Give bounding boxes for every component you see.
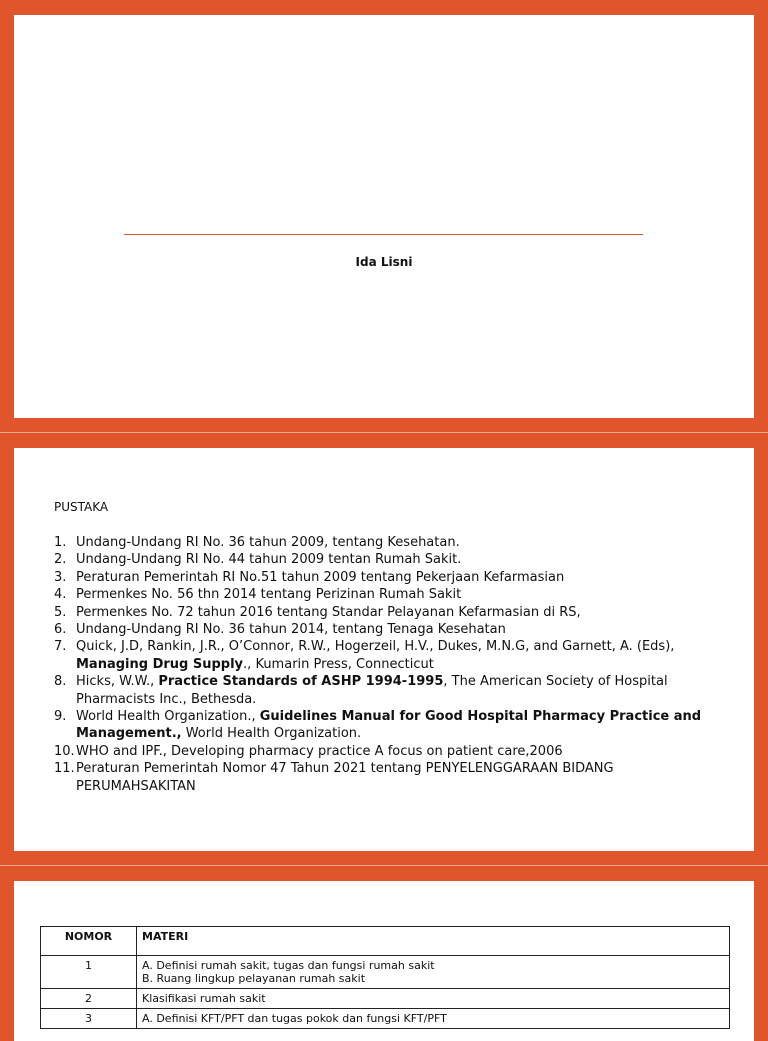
cell-nomor: 1 <box>41 956 137 989</box>
reference-text <box>76 569 714 586</box>
materi-line: A. Definisi rumah sakit, tugas dan fungsi rumah sakit <box>142 959 435 972</box>
materi-slide <box>14 881 754 1041</box>
reference-text-part: Peraturan Pemerintah Nomor 47 Tahun 2021 tentang PENYELENGGARAAN BIDANG PERUMAHSAKITAN <box>76 761 614 794</box>
reference-text-part: Peraturan Pemerintah RI No.51 tahun 2009 tentang Pekerjaan Kefarmasian <box>76 569 565 585</box>
list-item <box>54 569 714 586</box>
reference-text-part: Undang-Undang RI No. 36 tahun 2014, tentang Tenaga Kesehatan <box>76 622 506 638</box>
reference-text <box>76 673 714 708</box>
reference-title-bold: Guidelines Manual for Good Hospital Pharmacy Practice and Management., <box>76 709 702 742</box>
reference-number: 9. <box>54 709 67 725</box>
reference-text-part: Permenkes No. 72 tahun 2016 tentang Standar Pelayanan Kefarmasian di RS, <box>76 604 581 620</box>
reference-text-part: World Health Organization., <box>76 709 260 725</box>
list-item <box>54 534 714 551</box>
reference-text-part: , The American Society of Hospital Pharmacists Inc., Bethesda. <box>76 674 668 707</box>
header-materi: MATERI <box>137 927 730 956</box>
list-item <box>54 743 714 760</box>
reference-text <box>76 760 714 795</box>
title-slide <box>14 15 754 418</box>
reference-text-part: World Health Organization. <box>181 726 362 742</box>
materi-line: B. Ruang lingkup pelayanan rumah sakit <box>142 972 366 985</box>
list-item <box>54 586 714 603</box>
list-item <box>54 708 714 743</box>
reference-number: 5. <box>54 604 67 620</box>
table-row <box>41 989 730 1009</box>
table-row <box>41 956 730 989</box>
references-title: PUSTAKA <box>54 500 109 514</box>
reference-text-part: WHO and IPF., Developing pharmacy practice A focus on patient care,2006 <box>76 743 563 759</box>
cell-materi <box>137 1009 730 1029</box>
reference-number: 10. <box>54 743 75 759</box>
reference-number: 4. <box>54 587 67 603</box>
reference-text-part: Permenkes No. 56 thn 2014 tentang Perizinan Rumah Sakit <box>76 587 462 603</box>
reference-text-part: Undang-Undang RI No. 44 tahun 2009 tentan Rumah Sakit. <box>76 552 462 568</box>
reference-text <box>76 604 714 621</box>
materi-table <box>40 926 730 1029</box>
reference-number: 11. <box>54 761 75 777</box>
reference-number: 3. <box>54 569 67 585</box>
list-item <box>54 760 714 795</box>
reference-text <box>76 551 714 568</box>
reference-text <box>76 638 714 673</box>
reference-text <box>76 743 714 760</box>
reference-number: 8. <box>54 674 67 690</box>
cell-nomor: 2 <box>41 989 137 1009</box>
list-item <box>54 551 714 568</box>
reference-text-part: Hicks, W.W., <box>76 674 159 690</box>
reference-text <box>76 621 714 638</box>
reference-title-bold: Practice Standards of ASHP 1994-1995 <box>158 674 444 690</box>
list-item <box>54 604 714 621</box>
reference-text-part: Quick, J.D, Rankin, J.R., O’Connor, R.W., Hogerzeil, H.V., Dukes, M.N.G, and Garnett, A. (Eds), <box>76 639 675 655</box>
list-item <box>54 673 714 708</box>
reference-text <box>76 586 714 603</box>
references-slide <box>14 448 754 851</box>
cell-materi <box>137 989 730 1009</box>
title-divider <box>124 234 643 235</box>
slide-separator <box>0 865 768 866</box>
cell-materi <box>137 956 730 989</box>
reference-text <box>76 708 714 743</box>
reference-number: 1. <box>54 535 67 550</box>
reference-number: 6. <box>54 622 67 638</box>
reference-text-part: ., Kumarin Press, Connecticut <box>243 656 434 672</box>
materi-line: Klasifikasi rumah sakit <box>142 992 266 1005</box>
materi-line: A. Definisi KFT/PFT dan tugas pokok dan fungsi KFT/PFT <box>142 1012 447 1025</box>
reference-number: 2. <box>54 552 67 568</box>
references-list <box>54 534 714 795</box>
reference-text <box>76 534 714 551</box>
header-nomor: NOMOR <box>41 927 137 956</box>
reference-text-part: Undang-Undang RI No. 36 tahun 2009, tentang Kesehatan. <box>76 535 460 550</box>
table-header-row <box>41 927 730 956</box>
cell-nomor: 3 <box>41 1009 137 1029</box>
reference-title-bold: Managing Drug Supply <box>76 656 244 672</box>
author-name: Ida Lisni <box>355 255 413 269</box>
list-item <box>54 621 714 638</box>
reference-number: 7. <box>54 639 67 655</box>
slide-separator <box>0 432 768 433</box>
list-item <box>54 638 714 673</box>
table-row <box>41 1009 730 1029</box>
